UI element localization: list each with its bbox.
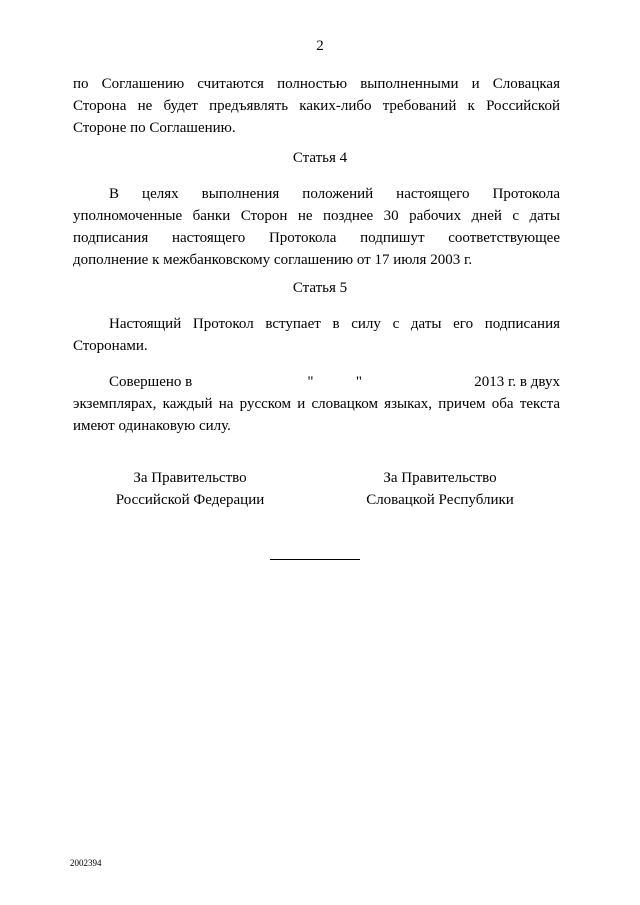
paragraph-continuation (73, 73, 560, 139)
done-at-first-line (73, 371, 560, 393)
article-5-heading: Статья 5 (292, 280, 348, 296)
signature-russia-line1: За Правительство (133, 470, 247, 486)
done-at-paragraph (73, 371, 560, 437)
article-4-heading: Статья 4 (292, 150, 348, 166)
signature-russia-line2: Российской Федерации (115, 492, 265, 508)
date-open-quote: " (307, 374, 314, 390)
signature-block (0, 467, 640, 517)
paragraph-line: Сторонами. (73, 338, 148, 354)
paragraph-line: дополнение к межбанковскому соглашению от 17 июля 2003 г. (73, 252, 473, 268)
done-at-year: 2013 г. в двух (474, 374, 560, 390)
paragraph-line: Сторона не будет предъявлять каких-либо требований к Российской (73, 98, 560, 114)
paragraph-line: уполномоченные банки Сторон не позднее 30 рабочих дней с даты (73, 208, 560, 224)
paragraph-line: имеют одинаковую силу. (73, 418, 231, 434)
page-number: 2 (316, 38, 324, 54)
document-code: 2002394 (70, 858, 102, 868)
paragraph-line: Настоящий Протокол вступает в силу с даты его подписания (109, 316, 560, 332)
paragraph-line: по Соглашению считаются полностью выполненными и Словацкая (73, 76, 560, 92)
signature-russia (90, 467, 290, 511)
date-close-quote: " (355, 374, 362, 390)
article-5-paragraph (73, 313, 560, 357)
signature-slovakia (340, 467, 540, 511)
signature-slovakia-line1: За Правительство (383, 470, 497, 486)
end-divider-rule (270, 559, 360, 560)
paragraph-line: Стороне по Соглашению. (73, 120, 236, 136)
paragraph-line: подписания настоящего Протокола подпишут соответствующее (73, 230, 560, 246)
signature-slovakia-line2: Словацкой Республики (366, 492, 514, 508)
paragraph-line: В целях выполнения положений настоящего Протокола (109, 186, 560, 202)
article-4-paragraph (73, 183, 560, 271)
paragraph-line: экземплярах, каждый на русском и словацком языках, причем оба текста (73, 396, 560, 412)
done-at-prefix: Совершено в (109, 374, 193, 390)
